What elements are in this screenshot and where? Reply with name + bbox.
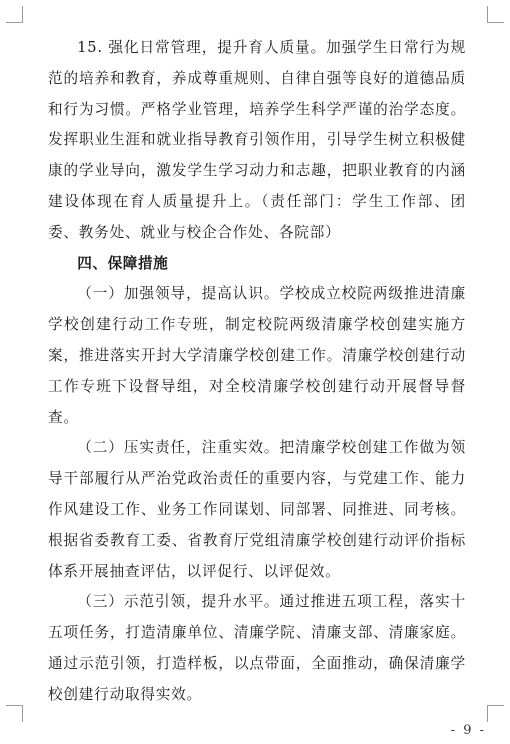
paragraph-responsibility: （二）压实责任，注重实效。把清廉学校创建工作做为领导干部履行从严治党政治责任的重要内容，与党建工作、能力作风建设工作、业务工作同谋划、同部署、同推进、同考核。根据省委教育工委、省教育厅党组清廉学校创建行动评价指标体系开展抽查评估，以评促行、以评促效。 bbox=[48, 439, 466, 580]
document-body bbox=[48, 33, 466, 711]
crop-mark-bottom-left bbox=[6, 705, 23, 722]
crop-mark-top-left bbox=[6, 6, 23, 23]
crop-mark-top-right bbox=[487, 6, 504, 23]
paragraph-leadership: （一）加强领导，提高认识。学校成立校院两级推进清廉学校创建行动工作专班，制定校院两级清廉学校创建实施方案，推进落实开封大学清廉学校创建工作。清廉学校创建行动工作专班下设督导组，对全校清廉学校创建行动开展督导督查。 bbox=[48, 285, 466, 426]
page-number: - 9 - bbox=[450, 723, 486, 738]
crop-mark-bottom-right bbox=[487, 705, 504, 722]
paragraph-demonstration: （三）示范引领，提升水平。通过推进五项工程，落实十五项任务，打造清廉单位、清廉学院、清廉支部、清廉家庭。通过示范引领，打造样板，以点带面，全面推动，确保清廉学校创建行动取得实效。 bbox=[48, 593, 466, 703]
section-heading-safeguards: 四、保障措施 bbox=[77, 254, 169, 272]
paragraph-item-15: 15. 强化日常管理，提升育人质量。加强学生日常行为规范的培养和教育，养成尊重规则、自律自强等良好的道德品质和行为习惯。严格学业管理，培养学生科学严谨的治学态度。发挥职业生涯和就业指导教育引领作用，引导学生树立积极健康的学业导向，激发学生学习动力和志趣，把职业教育的内涵建设体现在育人质量提升上。（责任部门：学生工作部、团委、教务处、就业与校企合作处、各院部） bbox=[48, 39, 466, 241]
